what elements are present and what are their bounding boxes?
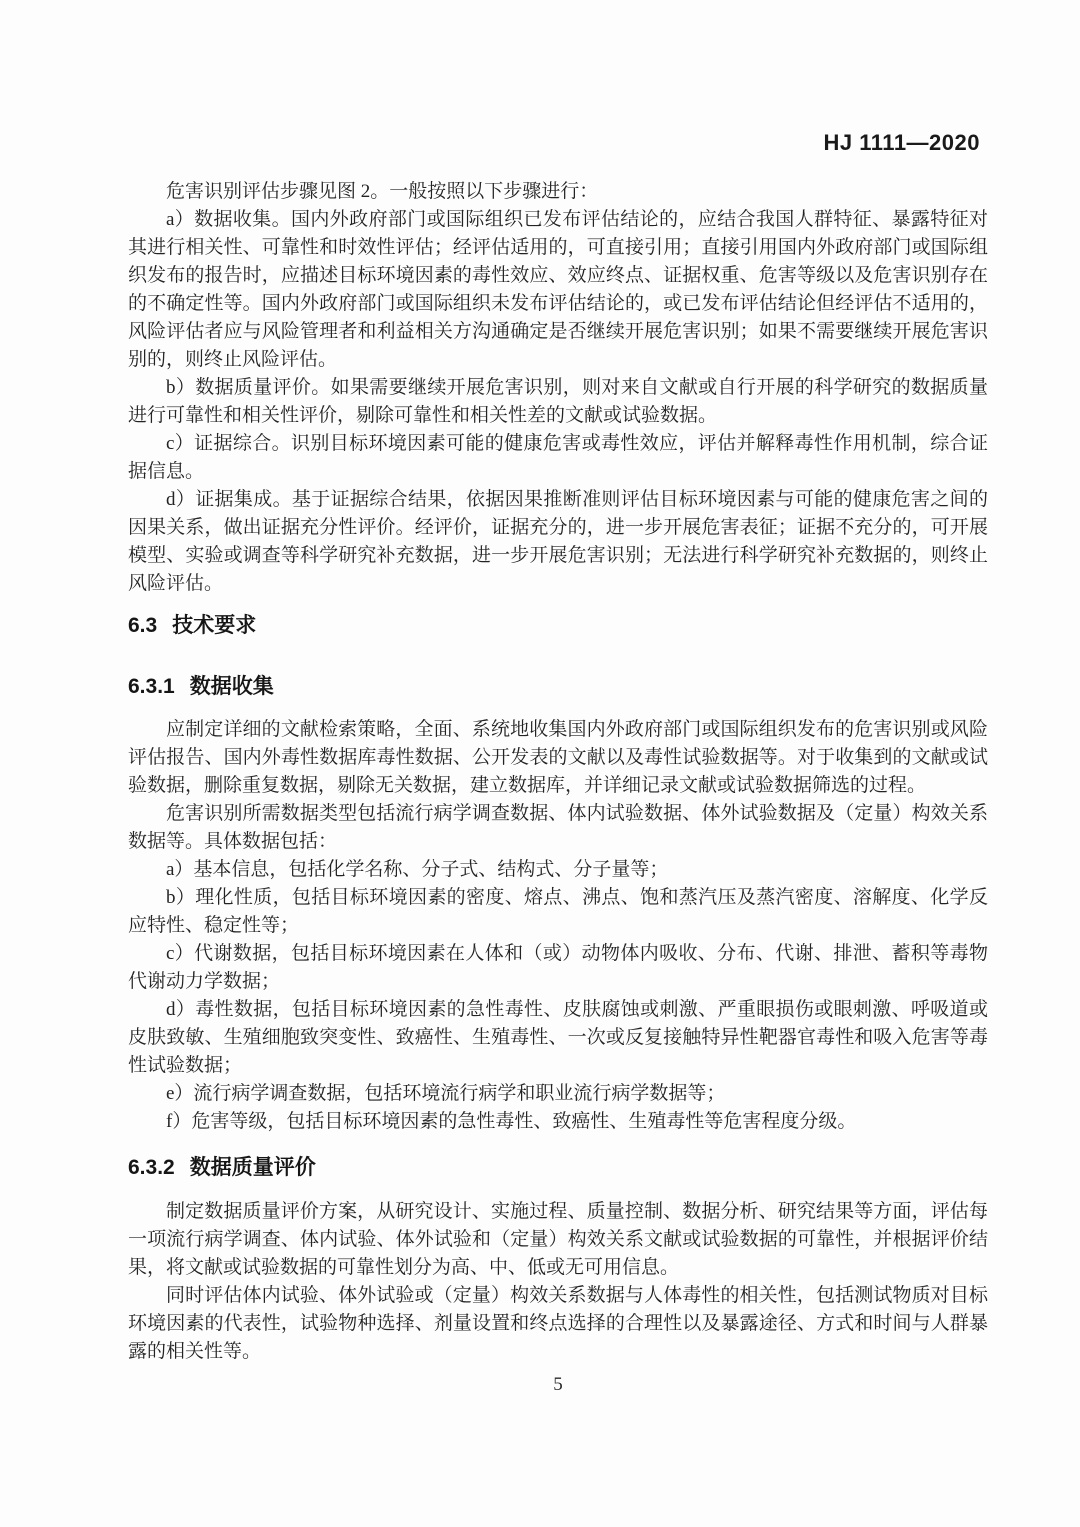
list-item-c: c）代谢数据，包括目标环境因素在人体和（或）动物体内吸收、分布、代谢、排泄、蓄积等毒物代谢动力学数据； <box>128 943 988 992</box>
document-content <box>128 178 988 1366</box>
page-number: 5 <box>553 1374 563 1395</box>
paragraph-632-2: 同时评估体内试验、体外试验或（定量）构效关系数据与人体毒性的相关性，包括测试物质对目标环境因素的代表性，试验物种选择、剂量设置和终点选择的合理性以及暴露途径、方式和时间与人群暴露的相关性等。 <box>128 1285 988 1362</box>
section-title-6-3: 技术要求 <box>172 614 257 637</box>
step-item-c: c）证据综合。识别目标环境因素可能的健康危害或毒性效应，评估并解释毒性作用机制，综合证据信息。 <box>128 433 988 482</box>
list-item-b: b）理化性质，包括目标环境因素的密度、熔点、沸点、饱和蒸汽压及蒸汽密度、溶解度、化学反应特性、稳定性等； <box>128 887 988 936</box>
section-heading-6-3 <box>128 612 988 640</box>
step-item-b: b）数据质量评价。如果需要继续开展危害识别，则对来自文献或自行开展的科学研究的数据质量进行可靠性和相关性评价，剔除可靠性和相关性差的文献或试验数据。 <box>128 377 988 426</box>
list-item-d: d）毒性数据，包括目标环境因素的急性毒性、皮肤腐蚀或刺激、严重眼损伤或眼刺激、呼吸道或皮肤致敏、生殖细胞致突变性、致癌性、生殖毒性、一次或反复接触特异性靶器官毒性和吸入危害等毒性试验数据； <box>128 999 988 1076</box>
paragraph-intro: 危害识别评估步骤见图 2。一般按照以下步骤进行： <box>166 181 599 202</box>
section-number-6-3-1: 6.3.1 <box>128 675 175 698</box>
section-heading-6-3-2 <box>128 1154 988 1182</box>
paragraph-631-2: 危害识别所需数据类型包括流行病学调查数据、体内试验数据、体外试验数据及（定量）构效关系数据等。具体数据包括： <box>128 803 988 852</box>
doc-number: HJ 1111—2020 <box>823 130 980 155</box>
step-item-d: d）证据集成。基于证据综合结果，依据因果推断准则评估目标环境因素与可能的健康危害之间的因果关系，做出证据充分性评价。经评价，证据充分的，进一步开展危害表征；证据不充分的，可开展模型、实验或调查等科学研究补充数据，进一步开展危害识别；无法进行科学研究补充数据的，则终止风险评估。 <box>128 489 988 594</box>
section-heading-6-3-1 <box>128 673 988 701</box>
list-item-f: f）危害等级，包括目标环境因素的急性毒性、致癌性、生殖毒性等危害程度分级。 <box>166 1111 857 1132</box>
section-title-6-3-1: 数据收集 <box>189 675 274 698</box>
section-title-6-3-2: 数据质量评价 <box>189 1156 316 1179</box>
step-item-a: a）数据收集。国内外政府部门或国际组织已发布评估结论的，应结合我国人群特征、暴露特征对其进行相关性、可靠性和时效性评估；经评估适用的，可直接引用；直接引用国内外政府部门或国际组织发布的报告时，应描述目标环境因素的毒性效应、效应终点、证据权重、危害等级以及危害识别存在的不确定性等。国内外政府部门或国际组织未发布评估结论的，或已发布评估结论但经评估不适用的，风险评估者应与风险管理者和利益相关方沟通确定是否继续开展危害识别；如果不需要继续开展危害识别的，则终止风险评估。 <box>128 209 988 370</box>
list-item-a: a）基本信息，包括化学名称、分子式、结构式、分子量等； <box>166 859 669 880</box>
paragraph-632-1: 制定数据质量评价方案，从研究设计、实施过程、质量控制、数据分析、研究结果等方面，评估每一项流行病学调查、体内试验、体外试验和（定量）构效关系文献或试验数据的可靠性，并根据评价结果，将文献或试验数据的可靠性划分为高、中、低或无可用信息。 <box>128 1201 988 1278</box>
section-number-6-3-2: 6.3.2 <box>128 1156 175 1179</box>
paragraph-631-1: 应制定详细的文献检索策略，全面、系统地收集国内外政府部门或国际组织发布的危害识别或风险评估报告、国内外毒性数据库毒性数据、公开发表的文献以及毒性试验数据等。对于收集到的文献或试验数据，删除重复数据，剔除无关数据，建立数据库，并详细记录文献或试验数据筛选的过程。 <box>128 719 988 796</box>
list-item-e: e）流行病学调查数据，包括环境流行病学和职业流行病学数据等； <box>166 1083 726 1104</box>
section-number-6-3: 6.3 <box>128 614 158 637</box>
